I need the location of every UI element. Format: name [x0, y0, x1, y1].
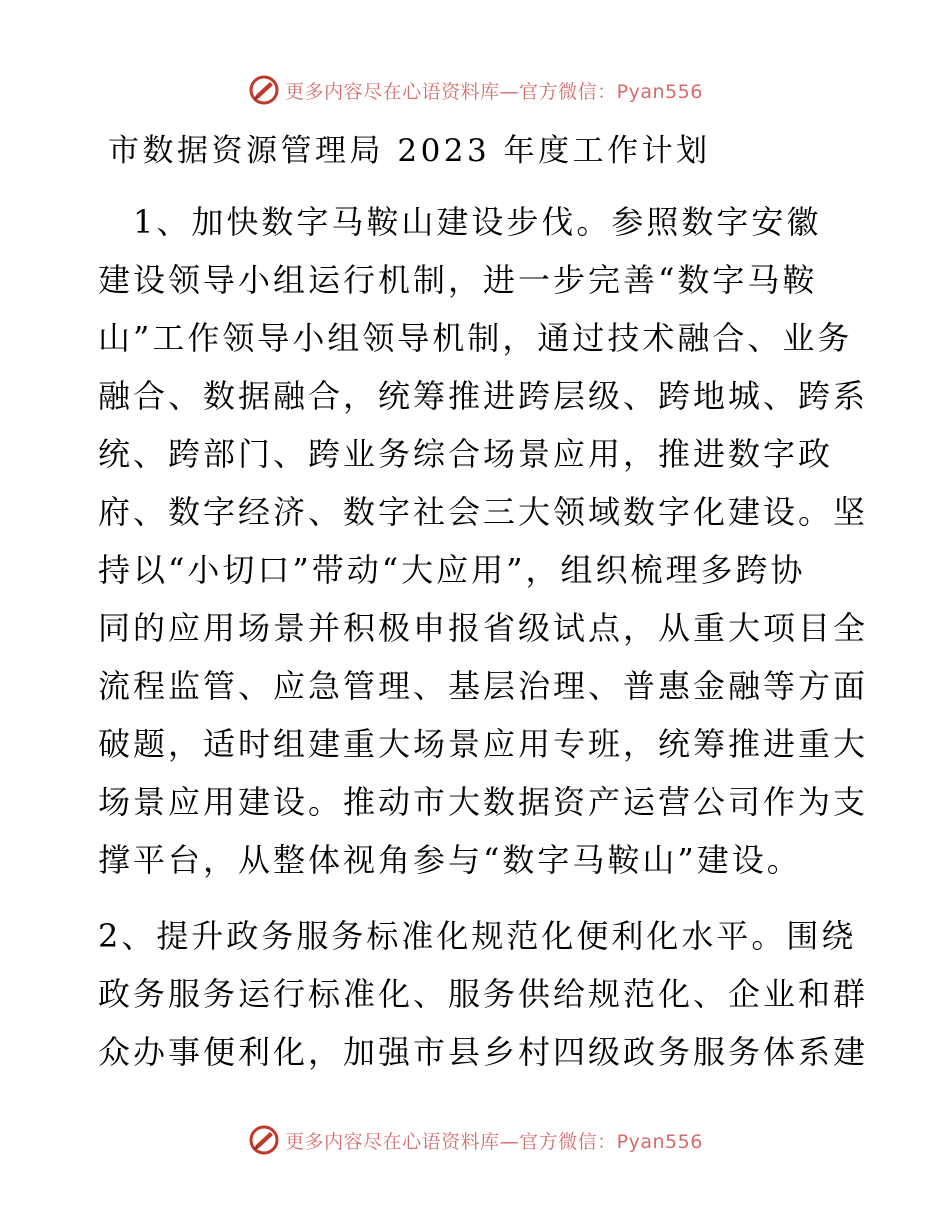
pen-logo-icon — [247, 73, 281, 107]
text-line: 府、数字经济、数字社会三大领域数字化建设。坚 — [98, 493, 869, 531]
watermark-text: 更多内容尽在心语资料库—官方微信：Pyan556 — [285, 80, 703, 103]
text-line: 场景应用建设。推动市大数据资产运营公司作为支 — [98, 783, 869, 821]
text-line: 建设领导小组运行机制，进一步完善“数字马鞍 — [98, 261, 818, 299]
watermark-footer — [0, 1120, 950, 1160]
text-line: 同的应用场景并积极申报省级试点，从重大项目全 — [98, 609, 869, 647]
paragraph-2 — [98, 907, 869, 1081]
text-line: 破题，适时组建重大场景应用专班，统筹推进重大 — [98, 725, 869, 763]
text-line: 山”工作领导小组领导机制，通过技术融合、业务 — [98, 319, 853, 357]
pen-logo-icon — [247, 1123, 281, 1157]
page-title: 市数据资源管理局 2023 年度工作计划 — [108, 133, 711, 169]
text-line: 政务服务运行标准化、服务供给规范化、企业和群 — [98, 975, 869, 1013]
text-line: 统、跨部门、跨业务综合场景应用，推进数字政 — [98, 435, 834, 473]
text-line: 流程监管、应急管理、基层治理、普惠金融等方面 — [98, 667, 869, 705]
watermark-text: 更多内容尽在心语资料库—官方微信：Pyan556 — [285, 1130, 703, 1153]
text-line: 持以“小切口”带动“大应用”，组织梳理多跨协 — [98, 551, 806, 589]
text-line: 融合、数据融合，统筹推进跨层级、跨地城、跨系 — [98, 377, 869, 415]
watermark-header — [0, 70, 950, 110]
text-line: 众办事便利化，加强市县乡村四级政务服务体系建 — [98, 1033, 869, 1071]
text-line: 2、提升政务服务标准化规范化便利化水平。围绕 — [98, 917, 857, 955]
paragraph-1 — [98, 193, 869, 889]
text-line: 1、加快数字马鞍山建设步伐。参照数字安徽 — [98, 203, 822, 241]
text-line: 撑平台，从整体视角参与“数字马鞍山”建设。 — [98, 841, 802, 879]
